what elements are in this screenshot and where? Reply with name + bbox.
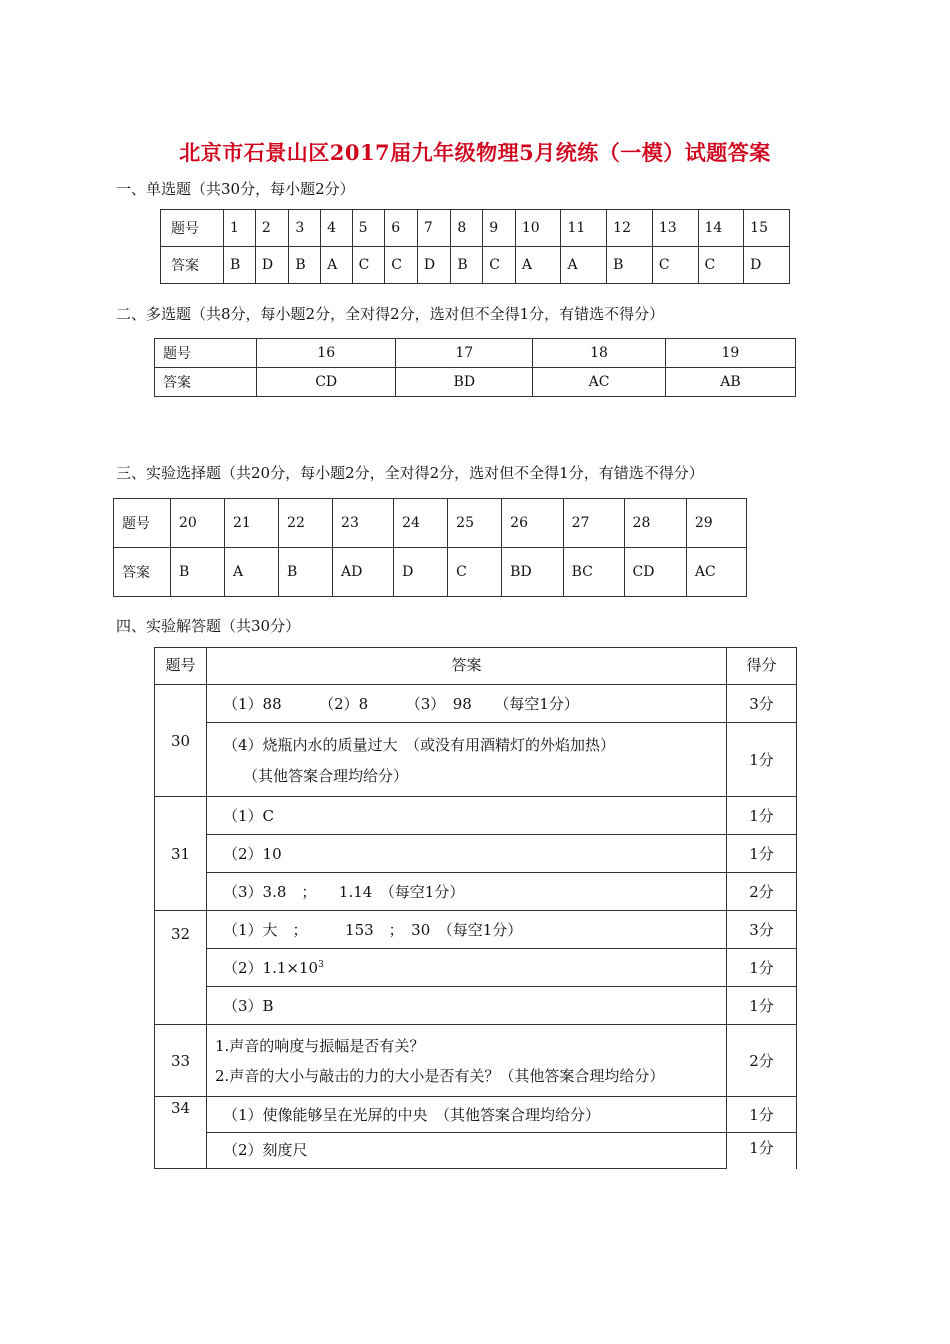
question-number: 8 xyxy=(451,210,483,247)
answer-cell xyxy=(207,1025,727,1097)
answer-text: （2）1.1×10 xyxy=(223,959,319,977)
answer-cell: D xyxy=(255,247,289,284)
answer-cell: （1）大 ； 153 ； 30 （每空1分） xyxy=(207,911,727,949)
score-cell: 1分 xyxy=(727,835,797,873)
answer-cell xyxy=(207,723,727,797)
table-row xyxy=(155,723,797,797)
question-number: 5 xyxy=(352,210,385,247)
section4-heading: 四、实验解答题（共30分） xyxy=(116,617,301,635)
question-number: 15 xyxy=(744,210,790,247)
score-cell: 2分 xyxy=(727,1025,797,1097)
table-row xyxy=(155,911,797,949)
column-header-score: 得分 xyxy=(727,648,797,685)
table-row xyxy=(155,797,797,835)
answer-cell: （1）88 （2）8 （3） 98 （每空1分） xyxy=(207,685,727,723)
answer-header: 答案 xyxy=(161,247,224,284)
score-cell: 3分 xyxy=(727,911,797,949)
answer-cell: B xyxy=(279,548,333,597)
table-row xyxy=(155,835,797,873)
question-number: 13 xyxy=(652,210,698,247)
section1-table xyxy=(160,209,790,284)
question-number: 27 xyxy=(563,499,624,548)
question-number: 34 xyxy=(155,1097,207,1169)
question-number: 3 xyxy=(289,210,321,247)
row-header: 题号 xyxy=(155,339,257,368)
row-header: 题号 xyxy=(161,210,224,247)
question-number: 16 xyxy=(257,339,396,368)
answer-cell: BD xyxy=(502,548,563,597)
section1-heading: 一、单选题（共30分，每小题2分） xyxy=(116,180,355,198)
answer-cell: AC xyxy=(686,548,746,597)
answer-header: 答案 xyxy=(155,368,257,397)
score-cell: 1分 xyxy=(727,987,797,1025)
table-row xyxy=(155,685,797,723)
question-number: 10 xyxy=(515,210,561,247)
question-number: 21 xyxy=(225,499,279,548)
answer-cell: B xyxy=(607,247,653,284)
score-cell: 3分 xyxy=(727,685,797,723)
answer-cell: A xyxy=(321,247,353,284)
answer-cell: （1）C xyxy=(207,797,727,835)
table-row xyxy=(155,368,796,397)
question-number: 17 xyxy=(396,339,533,368)
section3-table xyxy=(113,498,747,597)
answer-cell: BD xyxy=(396,368,533,397)
table-row xyxy=(155,1133,797,1169)
table-row xyxy=(114,548,747,597)
table-row xyxy=(155,1025,797,1097)
section2-heading: 二、多选题（共8分，每小题2分，全对得2分，选对但不全得1分，有错选不得分） xyxy=(116,305,665,323)
question-number: 31 xyxy=(155,797,207,911)
answer-cell: C xyxy=(352,247,385,284)
row-header: 题号 xyxy=(114,499,171,548)
question-number: 25 xyxy=(448,499,502,548)
score-cell: 2分 xyxy=(727,873,797,911)
answer-cell: （3）B xyxy=(207,987,727,1025)
table-row xyxy=(155,987,797,1025)
answer-cell: （2）10 xyxy=(207,835,727,873)
question-number: 24 xyxy=(394,499,448,548)
answer-cell: B xyxy=(289,247,321,284)
question-number: 14 xyxy=(698,210,744,247)
score-cell: 1分 xyxy=(727,797,797,835)
answer-cell: C xyxy=(448,548,502,597)
question-number: 12 xyxy=(607,210,653,247)
table-row xyxy=(155,339,796,368)
answer-line: （4）烧瓶内水的质量过大 （或没有用酒精灯的外焰加热） xyxy=(223,735,616,754)
answer-cell: C xyxy=(483,247,516,284)
answer-cell: BC xyxy=(563,548,624,597)
table-row xyxy=(155,949,797,987)
table-row xyxy=(155,648,797,685)
answer-cell: CD xyxy=(257,368,396,397)
answer-cell: （1）使像能够呈在光屏的中央 （其他答案合理均给分） xyxy=(207,1097,727,1133)
section4-table xyxy=(154,647,797,1169)
answer-cell: A xyxy=(561,247,607,284)
question-number: 9 xyxy=(483,210,516,247)
answer-line: 1.声音的响度与振幅是否有关？ xyxy=(215,1036,425,1055)
table-row xyxy=(155,1097,797,1133)
column-header-number: 题号 xyxy=(155,648,207,685)
answer-cell: C xyxy=(385,247,418,284)
answer-cell: （3）3.8 ； 1.14 （每空1分） xyxy=(207,873,727,911)
table-row xyxy=(161,210,790,247)
question-number: 6 xyxy=(385,210,418,247)
table-row xyxy=(161,247,790,284)
question-number: 33 xyxy=(155,1025,207,1097)
answer-cell: AD xyxy=(333,548,394,597)
answer-cell: CD xyxy=(624,548,686,597)
question-number: 32 xyxy=(155,911,207,1025)
question-number: 18 xyxy=(533,339,666,368)
table-row xyxy=(155,873,797,911)
answer-cell xyxy=(207,949,727,987)
answer-line: 2.声音的大小与敲击的力的大小是否有关？（其他答案合理均给分） xyxy=(215,1066,665,1085)
answer-cell: D xyxy=(744,247,790,284)
table-row xyxy=(114,499,747,548)
answer-cell: B xyxy=(224,247,256,284)
answer-cell: D xyxy=(417,247,451,284)
answer-cell: C xyxy=(652,247,698,284)
score-cell: 1分 xyxy=(727,949,797,987)
answer-cell: A xyxy=(225,548,279,597)
answer-cell: AC xyxy=(533,368,666,397)
answer-cell: B xyxy=(171,548,225,597)
answer-header: 答案 xyxy=(114,548,171,597)
score-cell: 1分 xyxy=(727,1133,797,1169)
exponent: 3 xyxy=(318,960,324,970)
answer-cell: AB xyxy=(665,368,795,397)
question-number: 29 xyxy=(686,499,746,548)
answer-cell: D xyxy=(394,548,448,597)
score-cell: 1分 xyxy=(727,1097,797,1133)
question-number: 4 xyxy=(321,210,353,247)
section3-heading: 三、实验选择题（共20分，每小题2分，全对得2分，选对但不全得1分，有错选不得分） xyxy=(116,464,704,482)
question-number: 11 xyxy=(561,210,607,247)
score-cell: 1分 xyxy=(727,723,797,797)
question-number: 1 xyxy=(224,210,256,247)
section2-table xyxy=(154,338,796,397)
column-header-answer: 答案 xyxy=(207,648,727,685)
question-number: 23 xyxy=(333,499,394,548)
answer-cell: （2）刻度尺 xyxy=(207,1133,727,1169)
question-number: 20 xyxy=(171,499,225,548)
answer-line: （其他答案合理均给分） xyxy=(243,766,409,785)
question-number: 30 xyxy=(155,685,207,797)
answer-cell: B xyxy=(451,247,483,284)
question-number: 2 xyxy=(255,210,289,247)
question-number: 26 xyxy=(502,499,563,548)
question-number: 19 xyxy=(665,339,795,368)
page-title: 北京市石景山区2017届九年级物理5月统练（一模）试题答案 xyxy=(179,140,771,165)
question-number: 22 xyxy=(279,499,333,548)
question-number: 28 xyxy=(624,499,686,548)
answer-cell: C xyxy=(698,247,744,284)
answer-cell: A xyxy=(515,247,561,284)
question-number: 7 xyxy=(417,210,451,247)
